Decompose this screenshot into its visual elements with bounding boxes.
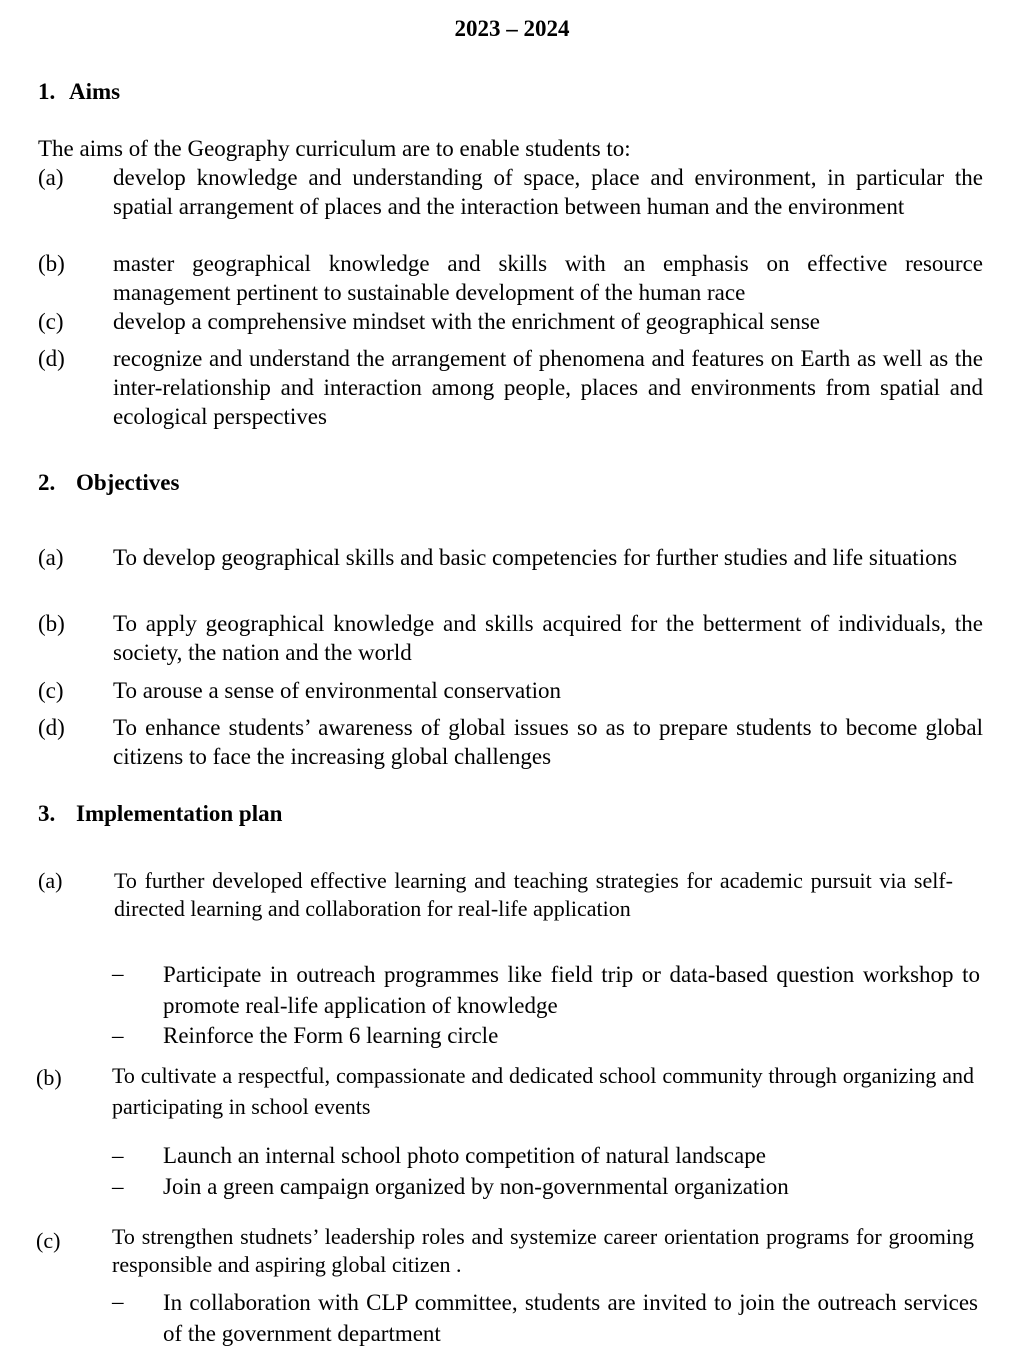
section-number: 2.	[38, 470, 56, 495]
objectives-item-a	[38, 543, 983, 601]
item-label: (d)	[38, 346, 65, 371]
plan-b-bullet-1	[112, 1141, 980, 1171]
item-text: To cultivate a respectful, compassionate and dedicated school community through organizing and participating in school events	[112, 1063, 974, 1119]
objectives-item-c	[38, 676, 983, 705]
item-label: (d)	[38, 715, 65, 740]
item-text: develop a comprehensive mindset with the enrichment of geographical sense	[113, 309, 821, 334]
item-label: (a)	[38, 165, 64, 190]
section-title: Implementation plan	[76, 801, 283, 826]
bullet-text: Reinforce the Form 6 learning circle	[163, 1023, 499, 1048]
item-label: (b)	[38, 251, 65, 276]
section-heading-implementation-plan	[38, 799, 282, 828]
section-title: Aims	[69, 79, 121, 104]
bullet-text: Participate in outreach programmes like field trip or data-based question workshop to promote real-life application of knowledge	[163, 962, 980, 1018]
bullet-dash: –	[112, 1174, 124, 1199]
aims-item-c	[38, 307, 983, 336]
bullet-dash: –	[112, 1143, 124, 1168]
item-label: (c)	[36, 1228, 61, 1253]
item-text: To apply geographical knowledge and skills acquired for the betterment of individuals, the society, the nation and the world	[113, 611, 983, 665]
section-number: 3.	[38, 801, 56, 826]
aims-item-a	[38, 163, 983, 250]
item-text: To enhance students’ awareness of global issues so as to prepare students to become global citizens to face the increasing global challenges	[113, 715, 983, 769]
item-text: develop knowledge and understanding of space, place and environment, in particular the spatial arrangement of places and the interaction between human and the environment	[113, 165, 983, 219]
item-text: recognize and understand the arrangement of phenomena and features on Earth as well as the inter-relationship and interaction among people, places and environments from spatial and ecological perspectives	[113, 346, 983, 429]
item-label: (a)	[38, 868, 63, 893]
plan-c-bullet-1	[112, 1287, 978, 1347]
item-text: To strengthen studnets’ leadership roles and systemize career orientation programs for grooming responsible and aspiring global citizen .	[112, 1224, 974, 1277]
bullet-dash: –	[112, 961, 124, 986]
aims-item-b	[38, 249, 983, 307]
year-title: 2023 – 2024	[454, 16, 570, 41]
plan-a-bullet-2	[112, 1021, 980, 1051]
plan-item-a	[38, 867, 983, 923]
objectives-item-b	[38, 609, 983, 667]
plan-item-b	[36, 1060, 974, 1122]
aims-item-d	[38, 344, 983, 431]
item-label: (b)	[38, 611, 65, 636]
item-label: (b)	[36, 1065, 62, 1090]
plan-b-bullet-2	[112, 1172, 980, 1202]
bullet-text: Launch an internal school photo competition of natural landscape	[163, 1143, 766, 1168]
item-label: (c)	[38, 309, 64, 334]
bullet-dash: –	[112, 1023, 124, 1048]
item-label: (a)	[38, 545, 64, 570]
section-heading-aims	[38, 77, 120, 106]
item-text: To arouse a sense of environmental conservation	[113, 678, 562, 703]
objectives-item-d	[38, 713, 983, 771]
aims-intro: The aims of the Geography curriculum are to enable students to:	[38, 136, 631, 161]
bullet-text: In collaboration with CLP committee, students are invited to join the outreach services of the government department	[163, 1290, 978, 1346]
item-text: To further developed effective learning and teaching strategies for academic pursuit via self-directed learning and collaboration for real-life application	[114, 868, 953, 921]
section-title: Objectives	[76, 470, 180, 495]
item-label: (c)	[38, 678, 64, 703]
item-text: master geographical knowledge and skills with an emphasis on effective resource management pertinent to sustainable development of the human race	[113, 251, 983, 305]
bullet-text: Join a green campaign organized by non-governmental organization	[163, 1174, 789, 1199]
section-heading-objectives	[38, 468, 179, 497]
section-number: 1.	[38, 79, 56, 104]
plan-item-c	[36, 1223, 974, 1279]
bullet-dash: –	[112, 1289, 124, 1314]
plan-a-bullet-1	[112, 959, 980, 1019]
item-text: To develop geographical skills and basic competencies for further studies and life situations	[113, 545, 958, 570]
